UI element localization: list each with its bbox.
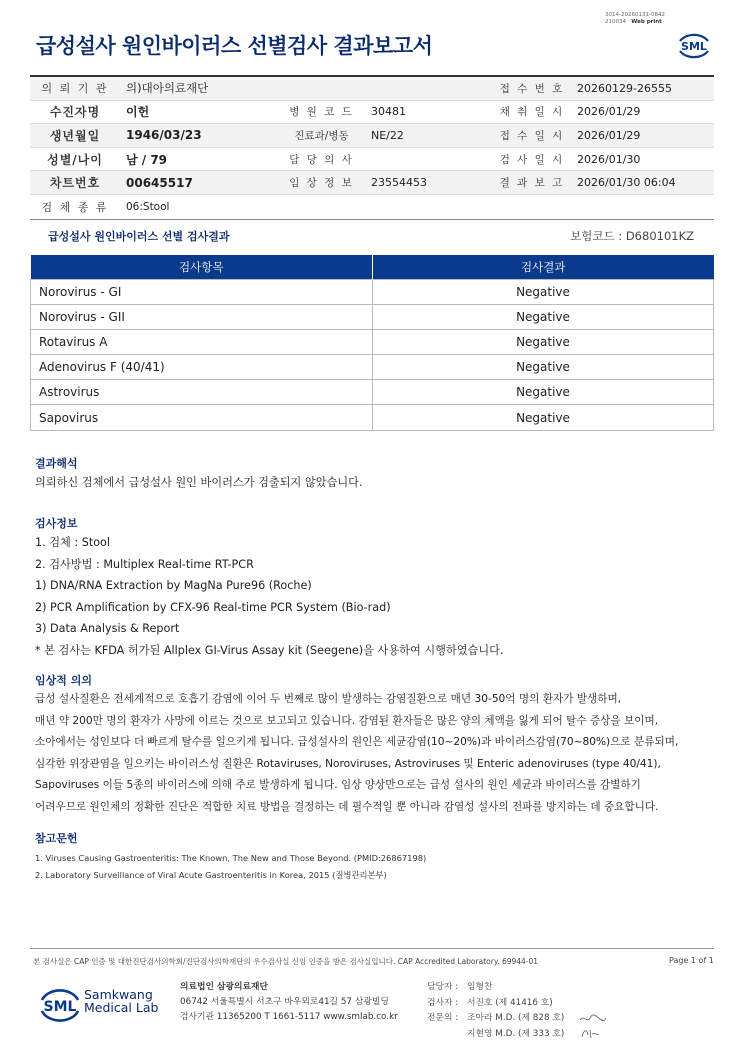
table-row (31, 405, 714, 430)
test-info-text (35, 532, 504, 661)
info-row (30, 195, 714, 219)
info-label: 병 원 코 드 (289, 106, 354, 119)
info-value: NE/22 (371, 128, 404, 142)
info-label: 수진자명 (49, 105, 101, 120)
footer-divider (30, 948, 714, 949)
test-item: Adenovirus F (40/41) (31, 355, 373, 380)
test-result: Negative (373, 405, 714, 430)
clinical-line: 소아에서는 성인보다 더 빠르게 탈수를 일으키게 됩니다. 급성설사의 원인은 세균감염(10~20%)과 바이러스감염(70~80%)으로 분류되며, (35, 736, 679, 748)
test-info-title: 검사정보 (35, 517, 78, 530)
references-title: 참고문헌 (35, 832, 78, 845)
test-result: Negative (373, 329, 714, 354)
info-label: 검 사 일 시 (499, 153, 565, 166)
info-value: 이헌 (126, 105, 150, 120)
info-value: 00645517 (126, 175, 193, 190)
clinical-line: 매년 약 200만 명의 환자가 사망에 이르는 것으로 보고되고 있습니다. 감염된 환자들은 많은 양의 체액을 잃게 되어 탈수 증상을 보이며, (35, 714, 659, 727)
info-value: 의)대아의료재단 (126, 81, 209, 96)
interpretation-text: 의뢰하신 검체에서 급성설사 원인 바이러스가 검출되지 않았습니다. (35, 476, 363, 489)
col-header-result: 검사결과 (373, 255, 714, 279)
signature-icon (578, 1012, 608, 1026)
document-code: 3014-20260131-0842 210034 Web print (605, 12, 665, 25)
info-row (30, 171, 714, 195)
test-item: Norovirus - GII (31, 304, 373, 329)
interpretation-title: 결과해석 (35, 457, 78, 470)
info-value: 23554453 (371, 176, 427, 190)
staff-row: 담당자 : 임형찬 (427, 982, 493, 992)
info-label: 담 당 의 사 (289, 153, 354, 166)
svg-text:SML: SML (43, 999, 77, 1015)
test-info-line: 2) PCR Amplification by CFX-96 Real-time PCR System (Bio-rad) (35, 600, 391, 614)
clinical-title: 임상적 의의 (35, 674, 92, 687)
test-info-line: 2. 검사방법 : Multiplex Real-time RT-PCR (35, 557, 254, 571)
table-row (31, 304, 714, 329)
test-info-line: 1. 검체 : Stool (35, 536, 111, 549)
result-section-header (48, 228, 694, 244)
staff-list (427, 980, 564, 1042)
results-table (30, 255, 714, 431)
staff-row: 검사자 : 서진호 (제 41416 호) (427, 997, 553, 1008)
page-title: 급성설사 원인바이러스 선별검사 결과보고서 (36, 34, 433, 58)
col-header-item: 검사항목 (31, 255, 373, 279)
info-label: 채 취 일 시 (499, 106, 565, 119)
insurance-code: 보험코드 : D680101KZ (570, 229, 694, 243)
org-address: 06742 서울특별시 서초구 바우뫼로41길 57 삼광빌딩 (180, 997, 389, 1007)
test-info-line: * 본 검사는 KFDA 허가된 Allplex GI-Virus Assay kit (Seegene)을 사용하여 시행하였습니다. (35, 643, 504, 657)
info-row (30, 77, 714, 101)
org-contact: 검사기관 11365200 T 1661-5117 www.smlab.co.kr (180, 1012, 398, 1022)
table-row (31, 279, 714, 304)
info-label: 결 과 보 고 (499, 177, 565, 190)
info-value: 06:Stool (126, 200, 170, 213)
info-label: 접 수 일 시 (499, 129, 565, 142)
sml-logo-icon (674, 27, 714, 63)
test-result: Negative (373, 279, 714, 304)
test-info-line: 3) Data Analysis & Report (35, 622, 180, 635)
info-label: 차트번호 (49, 176, 101, 191)
clinical-line: 심각한 위장관염을 일으키는 바이러스성 질환은 Rotaviruses, Noroviruses, Astroviruses 및 Enteric adenoviruses (type 40/41), (35, 757, 661, 770)
info-value: 1946/03/23 (126, 128, 202, 143)
patient-info-table (30, 75, 714, 220)
sml-logo-icon (36, 983, 84, 1027)
info-value: 2026/01/29 (577, 128, 641, 142)
info-label: 검 체 종 류 (41, 200, 109, 214)
table-row (31, 380, 714, 405)
svg-text:SML: SML (681, 40, 707, 53)
info-label: 진료과/병동 (294, 129, 349, 142)
info-value: 30481 (371, 105, 406, 119)
table-row (31, 329, 714, 354)
info-label: 임 상 정 보 (289, 177, 354, 190)
staff-row: 지현영 M.D. (제 333 호) (467, 1028, 565, 1039)
staff-row: 전문의 : 조아라 M.D. (제 828 호) (427, 1013, 565, 1023)
test-item: Rotavirus A (31, 329, 373, 354)
test-item: Astrovirus (31, 380, 373, 405)
accreditation-note: 본 검사실은 CAP 인증 및 대한진단검사의학회/진단검사의학재단의 우수검사실 신임 인증을 받은 검사실입니다. CAP Accredited Laboratory. 69944-01 (33, 957, 539, 966)
section-title: 급성설사 원인바이러스 선별 검사결과 (48, 230, 230, 243)
clinical-line: Sapoviruses 이들 5종의 바이러스에 의해 주로 발생하게 됩니다. 임상 양상만으로는 급성 설사의 원인 세균과 바이러스를 감별하기 (35, 779, 641, 791)
signature-icon (578, 1026, 608, 1040)
test-item: Sapovirus (31, 405, 373, 430)
info-row (30, 148, 714, 172)
page-number: Page 1 of 1 (669, 956, 714, 965)
info-label: 접 수 번 호 (499, 82, 565, 95)
references-list (35, 850, 426, 883)
clinical-text (35, 689, 678, 818)
info-row (30, 101, 714, 125)
info-label: 성별/나이 (47, 152, 103, 167)
reference-item: 2. Laboratory Surveillance of Viral Acute Gastroenteritis in Korea, 2015 (질병관리본부) (35, 869, 387, 880)
organization-info (180, 980, 398, 1025)
test-item: Norovirus - GI (31, 279, 373, 304)
clinical-line: 어려우므로 원인체의 정확한 진단은 적합한 치료 방법을 결정하는 데 필수적일 뿐 아니라 감염성 설사의 전파를 방지하는 데 중요합니다. (35, 800, 659, 813)
info-row (30, 124, 714, 148)
brand-name: Samkwang Medical Lab (84, 987, 159, 1015)
test-result: Negative (373, 304, 714, 329)
info-label: 생년월일 (49, 128, 101, 143)
clinical-line: 급성 설사질환은 전세계적으로 호흡기 감염에 이어 두 번째로 많이 발생하는 감염질환으로 매년 30-50억 명의 환자가 발생하며, (35, 693, 622, 705)
test-result: Negative (373, 380, 714, 405)
reference-item: 1. Viruses Causing Gastroenteritis: The Known, The New and Those Beyond. (PMID:26867198) (35, 853, 427, 863)
table-row (31, 355, 714, 380)
info-value: 2026/01/30 (577, 152, 641, 166)
test-info-line: 1) DNA/RNA Extraction by MagNa Pure96 (Roche) (35, 579, 312, 592)
info-value: 2026/01/29 (577, 105, 641, 119)
test-result: Negative (373, 355, 714, 380)
info-value: 20260129-26555 (577, 81, 672, 95)
info-value: 2026/01/30 06:04 (577, 176, 676, 190)
info-value: 남 / 79 (126, 152, 168, 167)
org-name: 의료법인 삼광의료재단 (180, 982, 269, 992)
info-label: 의 뢰 기 관 (41, 82, 109, 96)
